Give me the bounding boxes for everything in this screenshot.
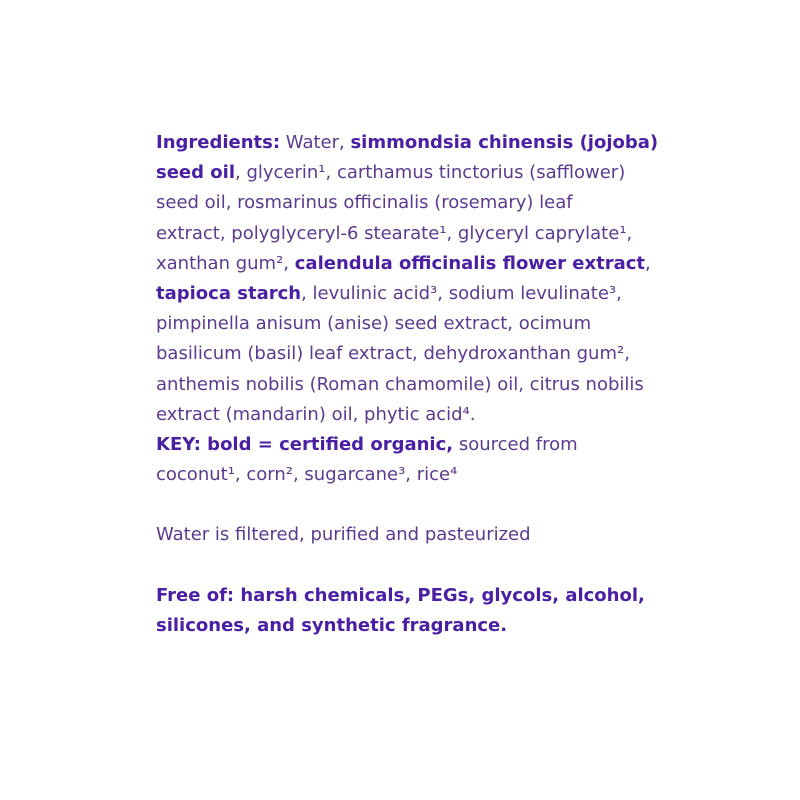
ingredients-heading: Ingredients: bbox=[156, 132, 281, 153]
ingredient-text: , levulinic acid³, sodium levulinate³, bbox=[301, 283, 622, 305]
ingredients-line-5 bbox=[156, 249, 656, 279]
ingredient-text: anthemis nobilis (Roman chamomile) oil, citrus nobilis bbox=[156, 373, 644, 395]
ingredients-line-1 bbox=[156, 128, 659, 158]
spacer bbox=[156, 490, 656, 520]
key-line bbox=[156, 430, 656, 460]
key-label: KEY: bold = certified organic, bbox=[156, 434, 454, 456]
ingredient-organic: seed oil bbox=[156, 162, 235, 184]
key-text: sourced from bbox=[453, 434, 578, 456]
water-note-text: Water is filtered, purified and pasteurized bbox=[156, 524, 531, 546]
ingredient-organic: simmondsia chinensis (jojoba) bbox=[350, 132, 659, 153]
spacer bbox=[156, 551, 656, 581]
free-of-statement bbox=[156, 581, 656, 641]
ingredients-line-8 bbox=[156, 339, 656, 369]
ingredients-line-7 bbox=[156, 309, 656, 339]
ingredient-organic: tapioca starch bbox=[156, 283, 302, 305]
ingredient-text: Water, bbox=[280, 132, 351, 153]
ingredients-line-6 bbox=[156, 279, 656, 309]
key-sources-line bbox=[156, 460, 656, 490]
free-of-line-2: silicones, and synthetic fragrance. bbox=[156, 614, 508, 636]
key-sources: coconut¹, corn², sugarcane³, rice⁴ bbox=[156, 464, 458, 486]
ingredient-text: extract (mandarin) oil, phytic acid⁴. bbox=[156, 403, 476, 425]
ingredient-organic: calendula officinalis flower extract bbox=[294, 252, 646, 274]
ingredients-panel bbox=[156, 128, 659, 641]
ingredient-text: xanthan gum², bbox=[156, 252, 295, 274]
ingredient-text: , glycerin¹, carthamus tinctorius (safflower) bbox=[235, 162, 626, 184]
ingredient-text: , bbox=[645, 252, 651, 274]
ingredient-text: basilicum (basil) leaf extract, dehydroxanthan gum², bbox=[156, 343, 630, 365]
ingredient-text: extract, polyglyceryl-6 stearate¹, glyceryl caprylate¹, bbox=[156, 222, 633, 244]
ingredients-list bbox=[156, 128, 659, 490]
ingredients-line-4 bbox=[156, 219, 656, 249]
ingredients-line-9 bbox=[156, 370, 656, 400]
ingredients-line-3 bbox=[156, 188, 656, 218]
ingredients-line-10 bbox=[156, 400, 656, 430]
free-of-line-1: Free of: harsh chemicals, PEGs, glycols, alcohol, bbox=[156, 584, 645, 606]
ingredients-line-2 bbox=[156, 158, 656, 188]
ingredient-text: seed oil, rosmarinus officinalis (rosemary) leaf bbox=[156, 192, 573, 214]
water-note bbox=[156, 520, 656, 550]
ingredient-text: pimpinella anisum (anise) seed extract, ocimum bbox=[156, 313, 592, 335]
